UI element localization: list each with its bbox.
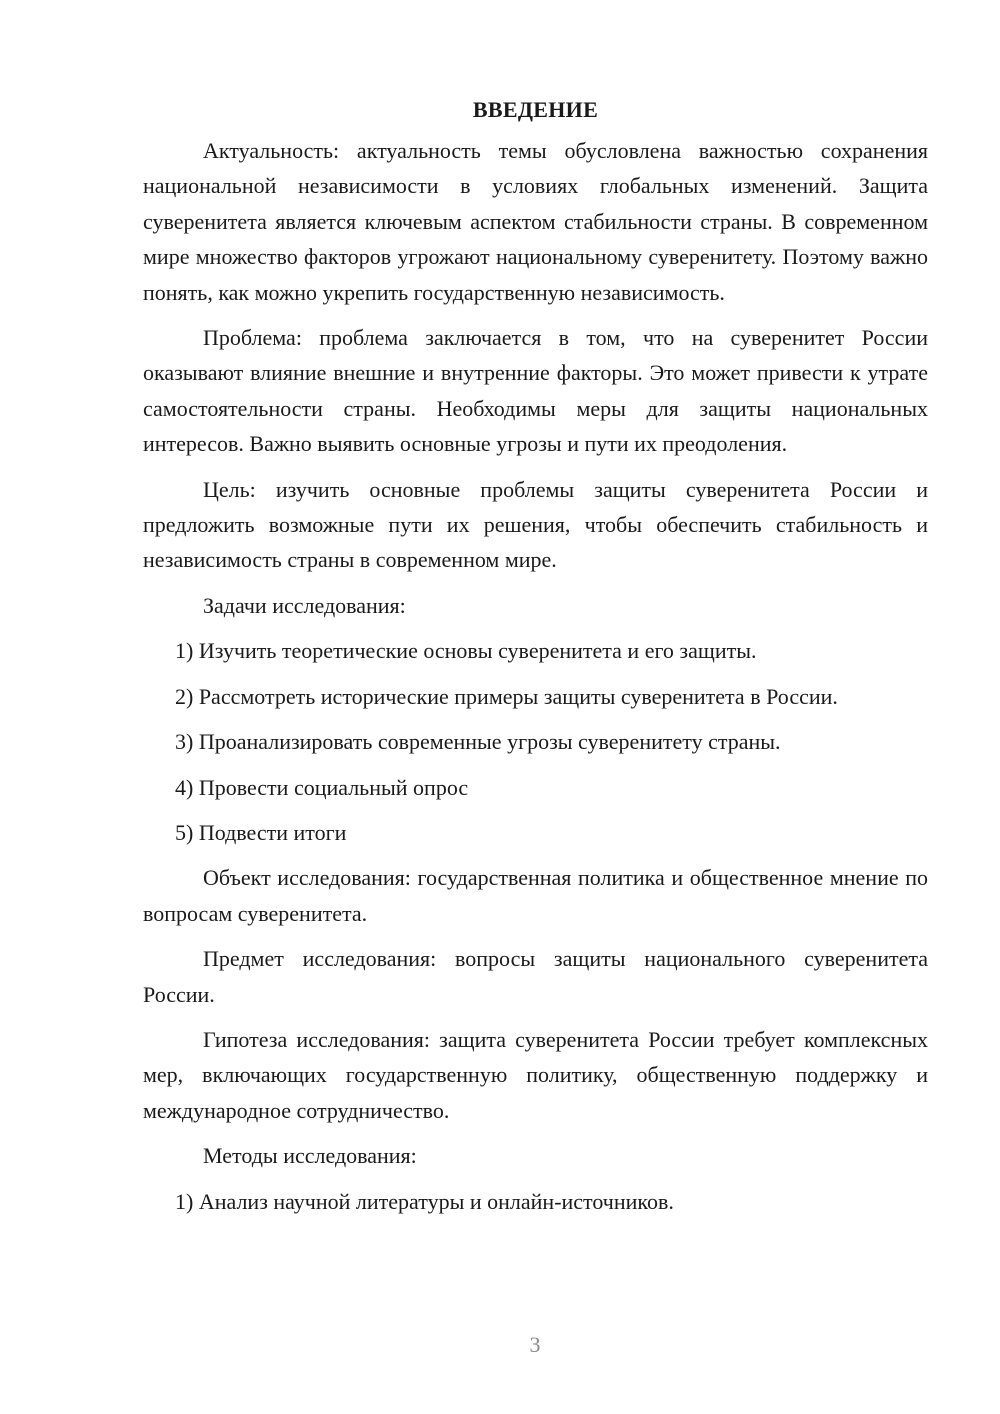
paragraph-subject: Предмет исследования: вопросы защиты национального суверенитета России. — [143, 946, 928, 1007]
tasks-heading: Задачи исследования: — [203, 592, 406, 618]
list-item: 1) Анализ научной литературы и онлайн-источников. — [175, 1188, 674, 1214]
list-item: 3) Проанализировать современные угрозы суверенитету страны. — [175, 729, 781, 755]
paragraph-relevance: Актуальность: актуальность темы обусловлена важностью сохранения национальной независимости в условиях глобальных изменений. Защита суверенитета является ключевым аспектом стабильности страны. В современном мире множество факторов угрожают национальному суверенитету. Поэтому важно понять, как можно укрепить государственную независимость. — [143, 138, 928, 305]
list-item: 2) Рассмотреть исторические примеры защиты суверенитета в России. — [175, 683, 838, 709]
tasks-list — [143, 633, 928, 850]
paragraph-object: Объект исследования: государственная политика и общественное мнение по вопросам суверенитета. — [143, 865, 928, 926]
paragraph-problem: Проблема: проблема заключается в том, что на суверенитет России оказывают влияние внешние и внутренние факторы. Это может привести к утрате самостоятельности страны. Необходимы меры для защиты национальных интересов. Важно выявить основные угрозы и пути их преодоления. — [143, 325, 928, 457]
paragraph-goal: Цель: изучить основные проблемы защиты суверенитета России и предложить возможные пути их решения, чтобы обеспечить стабильность и независимость страны в современном мире. — [143, 476, 928, 573]
methods-list — [143, 1184, 928, 1219]
list-item: 4) Провести социальный опрос — [175, 774, 469, 800]
page-number: 3 — [529, 1332, 541, 1357]
page-title: ВВЕДЕНИЕ — [472, 97, 599, 122]
methods-heading: Методы исследования: — [203, 1143, 417, 1169]
paragraph-hypothesis: Гипотеза исследования: защита суверенитета России требует комплексных мер, включающих государственную политику, общественную поддержку и международное сотрудничество. — [143, 1026, 928, 1123]
list-item: 1) Изучить теоретические основы суверенитета и его защиты. — [175, 638, 757, 664]
list-item: 5) Подвести итоги — [175, 819, 347, 845]
document-page — [143, 90, 928, 1229]
